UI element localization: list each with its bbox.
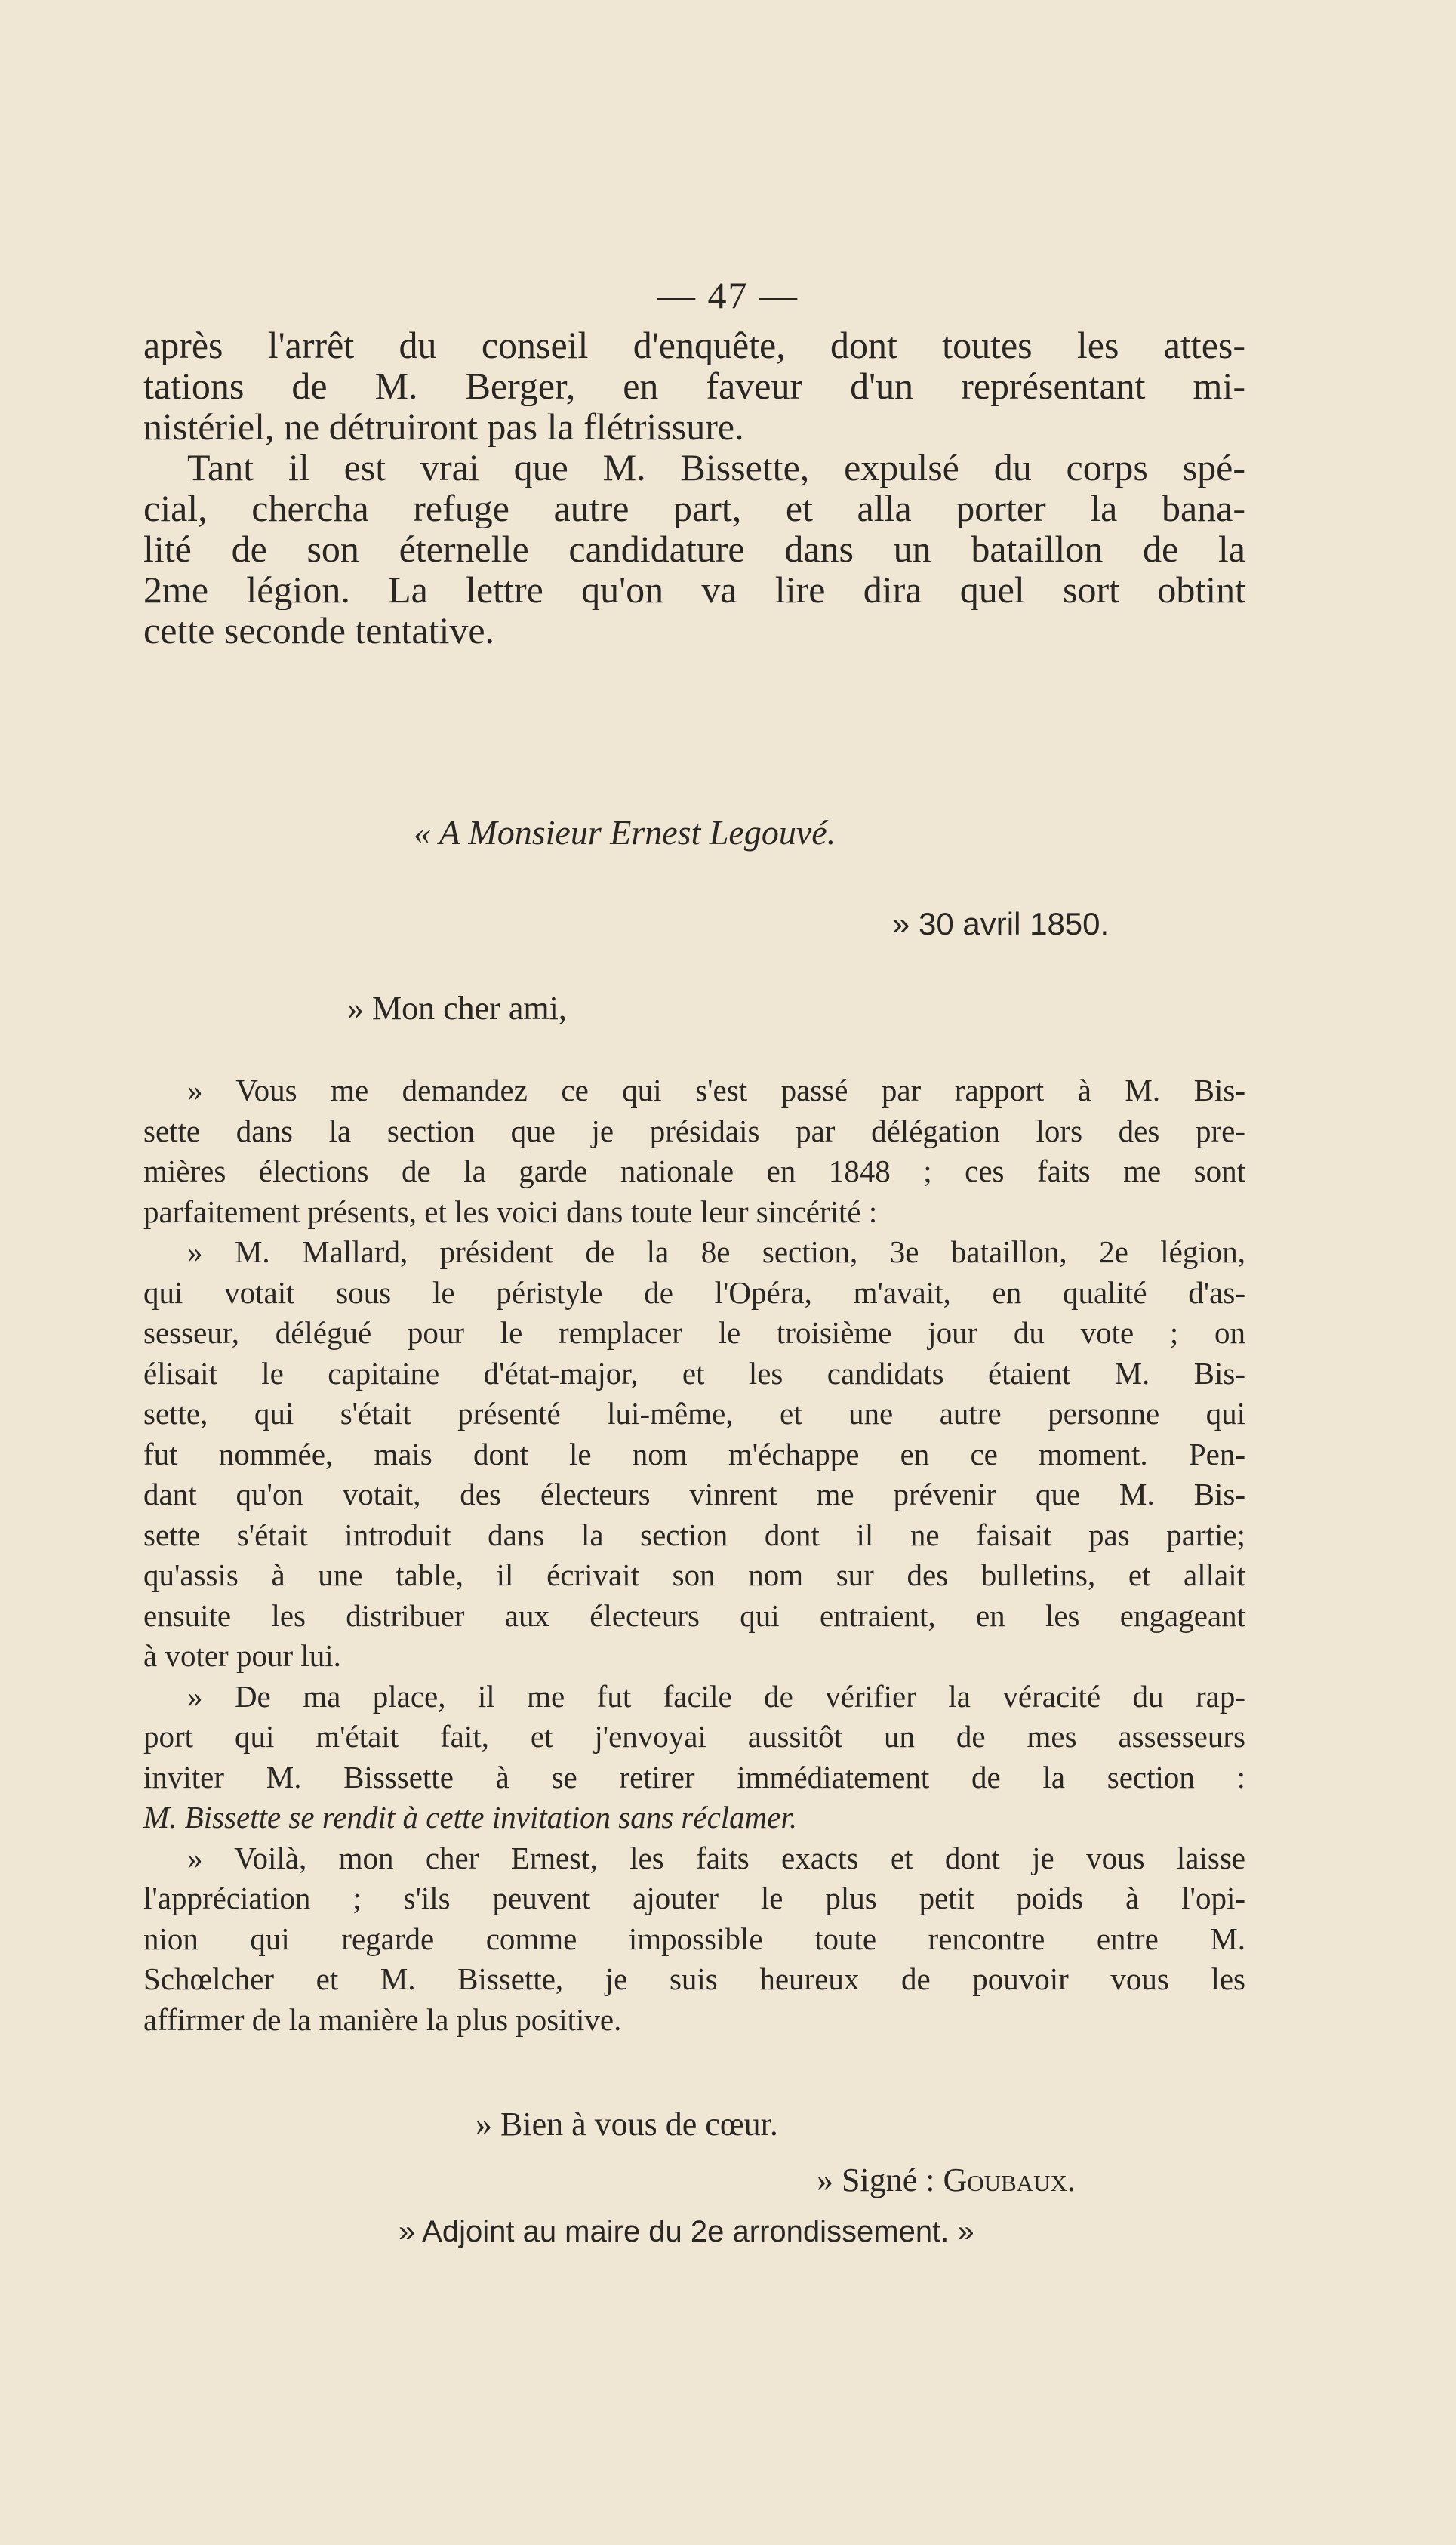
text-line: dant qu'on votait, des électeurs vinrent me prévenir que M. Bis- xyxy=(143,1477,1245,1511)
text-line: qui votait sous le péristyle de l'Opéra, m'avait, en qualité d'as- xyxy=(143,1274,1245,1310)
text-line: » De ma place, il me fut facile de vérifier la véracité du rap- xyxy=(187,1678,1245,1714)
text-line: élisait le capitaine d'état-major, et les candidats étaient M. Bis- xyxy=(143,1355,1245,1391)
signatory-title: » Adjoint au maire du 2e arrondissement. » xyxy=(399,2215,974,2248)
text-line: fut nommée, mais dont le nom m'échappe en ce moment. Pen- xyxy=(143,1436,1245,1471)
letter-date: » 30 avril 1850. xyxy=(892,906,1110,941)
text-line: sesseur, délégué pour le remplacer le troisième jour du vote ; on xyxy=(143,1315,1245,1350)
text-line: 2me légion. La lettre qu'on va lire dira quel sort obtint xyxy=(143,569,1245,610)
text-line: M. Bissette se rendit à cette invitation sans réclamer. xyxy=(143,1800,798,1835)
intro-paragraph xyxy=(143,325,1245,651)
text-line: nion qui regarde comme impossible toute rencontre entre M. xyxy=(143,1921,1245,1956)
text-line: mières élections de la garde nationale en 1848 ; ces faits me sont xyxy=(143,1154,1245,1188)
text-line: après l'arrêt du conseil d'enquête, dont toutes les attes- xyxy=(143,325,1245,365)
text-line: inviter M. Bisssette à se retirer immédiatement de la section : xyxy=(143,1759,1245,1795)
letter-signature xyxy=(817,2161,1076,2199)
text-line: » Voilà, mon cher Ernest, les faits exacts et dont je vous laisse xyxy=(187,1840,1245,1875)
text-line: parfaitement présents, et les voici dans toute leur sincérité : xyxy=(143,1194,878,1229)
letter-body xyxy=(143,1071,1245,2040)
text-line: nistériel, ne détruiront pas la flétrissure. xyxy=(143,406,744,447)
text-line: Tant il est vrai que M. Bissette, expulsé du corps spé- xyxy=(187,447,1245,488)
text-line: qu'assis à une table, il écrivait son nom sur des bulletins, et allait xyxy=(143,1558,1245,1592)
signature-name: Goubaux. xyxy=(943,2161,1076,2198)
text-line: sette, qui s'était présenté lui-même, et une autre personne qui xyxy=(143,1396,1245,1431)
page-number: — 47 — xyxy=(657,274,799,316)
text-line: affirmer de la manière la plus positive. xyxy=(143,2001,622,2037)
text-line: ensuite les distribuer aux électeurs qui entraient, en les engageant xyxy=(143,1598,1245,1633)
text-line: lité de son éternelle candidature dans un bataillon de la xyxy=(143,528,1245,569)
text-line: l'appréciation ; s'ils peuvent ajouter le plus petit poids à l'opi- xyxy=(143,1881,1245,1915)
text-line: sette s'était introduit dans la section dont il ne faisait pas partie; xyxy=(143,1517,1245,1552)
text-line: cette seconde tentative. xyxy=(143,610,495,651)
text-line: tations de M. Berger, en faveur d'un représentant mi- xyxy=(143,365,1245,406)
text-line: » Vous me demandez ce qui s'est passé par rapport à M. Bis- xyxy=(187,1073,1245,1108)
letter-closing: » Bien à vous de cœur. xyxy=(476,2106,778,2143)
letter-greeting: » Mon cher ami, xyxy=(347,990,567,1027)
letter-addressee: « A Monsieur Ernest Legouvé. xyxy=(414,813,836,852)
text-line: » M. Mallard, président de la 8e section, 3e bataillon, 2e légion, xyxy=(187,1234,1245,1269)
text-line: sette dans la section que je présidais par délégation lors des pre- xyxy=(143,1113,1245,1148)
text-line: cial, chercha refuge autre part, et alla porter la bana- xyxy=(143,488,1245,528)
text-line: port qui m'était fait, et j'envoyai aussitôt un de mes assesseurs xyxy=(143,1719,1245,1754)
text-line: à voter pour lui. xyxy=(143,1638,341,1673)
text-line: Schœlcher et M. Bissette, je suis heureux de pouvoir vous les xyxy=(143,1961,1245,1996)
signature-prefix: » Signé : xyxy=(817,2161,943,2198)
